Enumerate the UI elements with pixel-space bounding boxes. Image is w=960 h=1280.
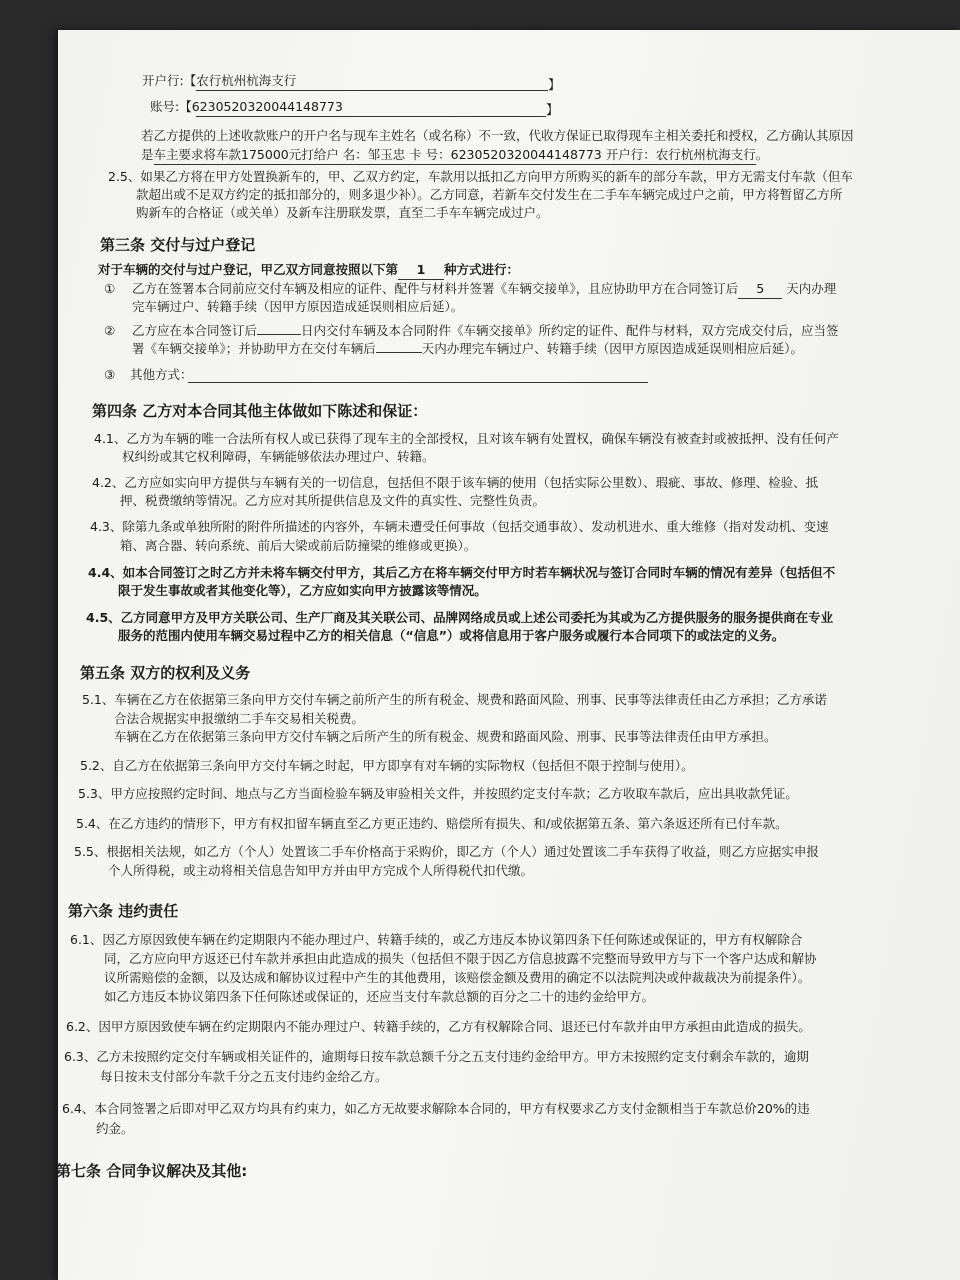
clause-4-1-line1: 4.1、乙方为车辆的唯一合法所有权人或已获得了现车主的全部授权，且对该车辆有处置权，确保车辆没有被查封或被抵押、没有任何产 [94, 431, 839, 446]
payee-note-pre: 是 [141, 147, 154, 162]
clause-6-3-line2: 每日按未支付部分车款千分之五支付违约金给乙方。 [100, 1069, 388, 1084]
clause-5-1-line3: 车辆在乙方在依据第三条向甲方交付车辆之后所产生的所有税金、规费和路面风险、刑事、民事等法律责任由甲方承担。 [114, 729, 777, 744]
section-6-title: 第六条 违约责任 [68, 902, 179, 920]
clause-2-5-line3: 购新车的合格证（或关单）及新车注册联发票，直至二手车车辆完成过户。 [136, 205, 549, 220]
clause-2-5-line2: 款超出或不足双方约定的抵扣部分的，则多退少补）。乙方同意，若新车交付发生在二手车车辆完成过户之前，甲方将暂留乙方所 [136, 187, 843, 202]
option-2-line2 [132, 340, 803, 358]
o2-pre: 乙方应在本合同签订后 [132, 323, 258, 338]
account-value: 6230520320044148773 [191, 99, 343, 114]
intro-post: 种方式进行： [444, 262, 520, 277]
payee-note-line1: 若乙方提供的上述收款账户的开户名与现车主姓名（或名称）不一致，代收方保证已取得现车主相关委托和授权，乙方确认其原因 [141, 128, 854, 143]
clause-4-4-line1: 4.4、如本合同签订之时乙方并未将车辆交付甲方，其后乙方在将车辆交付甲方时若车辆状况与签订合同时车辆的情况有差异（包括但不 [88, 565, 836, 580]
payee-note-post: 。 [755, 147, 769, 162]
section-5-title: 第五条 双方的权利及义务 [80, 664, 251, 682]
option-2-days-blank [257, 334, 301, 335]
bank-label: 开户行:【 [142, 73, 197, 88]
clause-4-4-line2: 限于发生事故或者其他变化等），乙方应如实向甲方披露该等情况。 [118, 583, 487, 598]
section-3-intro [98, 261, 519, 280]
option-2-number: ② [104, 323, 116, 338]
o2-post: 日内交付车辆及本合同附件《车辆交接单》所约定的证件、配件与材料，双方完成交付后，应当签 [301, 323, 839, 338]
clause-4-3-line1: 4.3、除第九条或单独所附的附件所描述的内容外，车辆未遭受任何事故（包括交通事故）、发动机进水、重大维修（指对发动机、变速 [90, 519, 829, 534]
option-2-line1 [132, 322, 839, 340]
clause-4-2-line2: 押、税费缴纳等情况。乙方应对其所提供信息及文件的真实性、完整性负责。 [120, 493, 546, 508]
clause-4-5-line2: 服务的范围内使用车辆交易过程中乙方的相关信息（“信息”）或将信息用于客户服务或履行本合同项下的或法定的义务。 [118, 628, 785, 643]
clause-4-1-line2: 权纠纷或其它权利障碍，车辆能够依法办理过户、转籍。 [122, 449, 435, 464]
payee-reason-value: 车主要求将车款175000元打给户 名：邹玉忠 卡 号：6230520320044148773 开户行：农行杭州杭海支行 [154, 146, 756, 165]
o2-l2-post: 天内办理完车辆过户、转籍手续（因甲方原因造成延误则相应后延）。 [421, 341, 804, 356]
clause-5-4: 5.4、在乙方违约的情形下，甲方有权扣留车辆直至乙方更正违约、赔偿所有损失、和/或依据第五条、第六条返还所有已付车款。 [76, 816, 788, 831]
clause-5-2: 5.2、自乙方在依据第三条向甲方交付车辆之时起，甲方即享有对车辆的实际物权（包括但不限于控制与使用）。 [80, 758, 694, 773]
option-1-line2: 完车辆过户、转籍手续（因甲方原因造成延误则相应后延）。 [132, 299, 464, 314]
option-3-number: ③ [104, 367, 116, 382]
bank-value: 农行杭州杭海支行 [196, 73, 297, 88]
clause-2-5-line1: 2.5、如果乙方将在甲方处置换新车的，甲、乙双方约定，车款用以抵扣乙方向甲方所购买的新车的部分车款，甲方无需支付车款（但车 [108, 169, 853, 184]
option-1-days-value: 5 [738, 280, 782, 299]
clause-6-1-line4: 如乙方违反本协议第四条下任何陈述或保证的，还应当支付车款总额的百分之二十的违约金给甲方。 [104, 989, 655, 1004]
clause-6-4-line1: 6.4、本合同签署之后即对甲乙双方均具有约束力，如乙方无故要求解除本合同的，甲方有权要求乙方支付金额相当于车款总价20%的违 [62, 1101, 810, 1116]
clause-5-5-line1: 5.5、根据相关法规，如乙方（个人）处置该二手车价格高于采购价，即乙方（个人）通过处置该二手车获得了收益，则乙方应据实申报 [74, 844, 819, 859]
account-label: 账号:【 [150, 99, 192, 114]
clause-5-1-line2: 合法合规据实申报缴纳二手车交易相关税费。 [114, 711, 365, 726]
section-7-title: 第七条 合同争议解决及其他: [56, 1162, 248, 1180]
account-close: 】 [546, 102, 559, 117]
option-3-blank [188, 382, 648, 383]
account-underline [196, 116, 546, 117]
o1-post: 天内办理 [786, 281, 837, 296]
clause-5-5-line2: 个人所得税，或主动将相关信息告知甲方并由甲方完成个人所得税代扣代缴。 [108, 863, 534, 878]
option-1-number: ① [104, 281, 116, 296]
clause-6-1-line1: 6.1、因乙方原因致使车辆在约定期限内不能办理过户、转籍手续的，或乙方违反本协议第四条下任何陈述或保证的，甲方有权解除合 [70, 932, 803, 947]
clause-5-3: 5.3、甲方应按照约定时间、地点与乙方当面检验车辆及审验相关文件，并按照约定支付车款；乙方收取车款后，应出具收款凭证。 [78, 786, 798, 801]
section-4-title: 第四条 乙方对本合同其他主体做如下陈述和保证： [92, 402, 428, 420]
payee-note-line2 [141, 146, 768, 165]
option-1-line1 [132, 280, 836, 299]
bank-underline [196, 90, 548, 91]
clause-6-2: 6.2、因甲方原因致使车辆在约定期限内不能办理过户、转籍手续的，乙方有权解除合同、退还已付车款并由甲方承担由此造成的损失。 [66, 1019, 811, 1034]
clause-6-3-line1: 6.3、乙方未按照约定交付车辆或相关证件的，逾期每日按车款总额千分之五支付违约金给甲方。甲方未按照约定支付剩余车款的，逾期 [64, 1049, 809, 1064]
bank-close: 】 [548, 77, 561, 92]
option-2-transfer-days-blank [376, 352, 422, 353]
account-line [150, 98, 343, 116]
clause-5-1-line1: 5.1、车辆在乙方在依据第三条向甲方交付车辆之前所产生的所有税金、规费和路面风险、刑事、民事等法律责任由乙方承担；乙方承诺 [82, 692, 827, 707]
clause-6-1-line3: 议所需赔偿的金额，以及达成和解协议过程中产生的其他费用，该赔偿金额及费用的确定不以法院判决或仲裁裁决为前提条件）。 [104, 970, 811, 985]
intro-pre: 对于车辆的交付与过户登记，甲乙双方同意按照以下第 [98, 262, 399, 277]
clause-6-4-line2: 约金。 [96, 1121, 134, 1136]
clause-4-2-line1: 4.2、乙方应如实向甲方提供与车辆有关的一切信息，包括但不限于该车辆的使用（包括实际公里数）、瑕疵、事故、修理、检验、抵 [92, 475, 819, 490]
clause-4-5-line1: 4.5、乙方同意甲方及甲方关联公司、生产厂商及其关联公司、品牌网络成员或上述公司委托为其或为乙方提供服务的服务提供商在专业 [86, 610, 834, 625]
option-3-label: 其他方式： [130, 367, 193, 382]
o2-l2-pre: 署《车辆交接单》；并协助甲方在交付车辆后 [132, 341, 376, 356]
o1-pre: 乙方在签署本合同前应交付车辆及相应的证件、配件与材料并签署《车辆交接单》，且应协助甲方在合同签订后 [132, 281, 739, 296]
section-3-title: 第三条 交付与过户登记 [100, 236, 256, 254]
clause-6-1-line2: 同，乙方应向甲方返还已付车款并承担由此造成的损失（包括但不限于因乙方信息披露不完整而导致甲方与下一个客户达成和解协 [104, 951, 817, 966]
clause-4-3-line2: 箱、离合器、转向系统、前后大梁或前后防撞梁的维修或更换）。 [120, 538, 477, 553]
bank-line [142, 72, 296, 90]
delivery-option-value: 1 [398, 261, 444, 280]
